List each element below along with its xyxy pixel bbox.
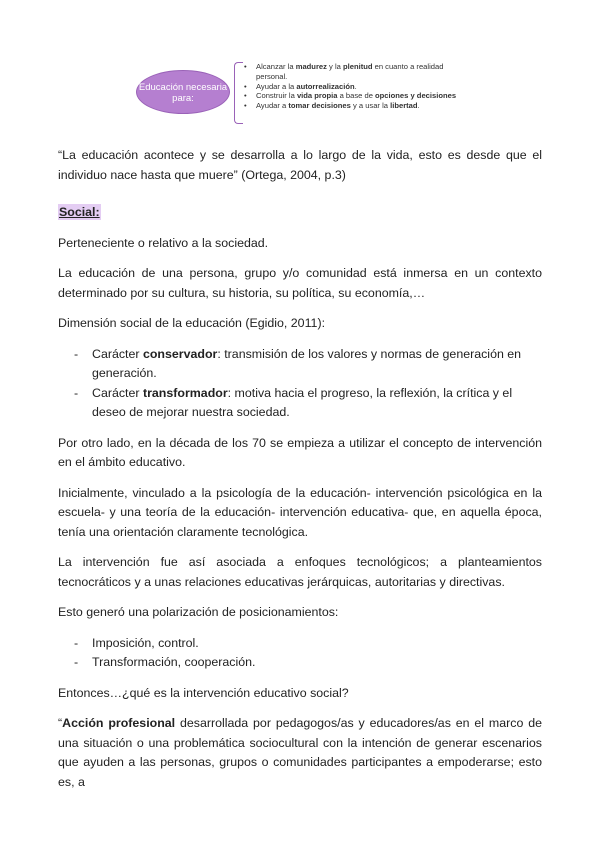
diagram-oval	[136, 70, 230, 114]
oval-label: Educación necesaria para:	[138, 81, 228, 104]
diagram-item: • Construir la vida propia a base de opciones y decisiones	[244, 91, 456, 101]
paragraph-context: La educación de una persona, grupo y/o comunidad está inmersa en un contexto determinado por su cultura, su historia, su política, su economía,…	[58, 266, 542, 300]
polarizacion-list	[58, 634, 542, 673]
paragraph-definition: Perteneciente o relativo a la sociedad.	[58, 235, 269, 250]
paragraph-inicial: Inicialmente, vinculado a la psicología de la educación- intervención psicológica en la escuela- y una teoría de la educación- intervención educativa- que, en aquella época, tenía una orientación claramente tecnológica.	[58, 485, 542, 539]
diagram-item: • Ayudar a tomar decisiones y a usar la libertad.	[244, 101, 456, 111]
paragraph-accion: “Acción profesional desarrollada por pedagogos/as y educadores/as en el marco de una situación o una problemática sociocultural con la intención de generar escenarios que ayuden a las personas, grupos o comunidades participantes a empoderarse; esto es, a	[58, 716, 542, 789]
diagram-bracket	[234, 62, 243, 124]
paragraph-dimension: Dimensión social de la educación (Egidio, 2011):	[58, 316, 326, 330]
diagram-item: • Alcanzar la madurez y la plenitud en cuanto a realidad personal.	[244, 62, 456, 82]
paragraph-decada: Por otro lado, en la década de los 70 se empieza a utilizar el concepto de intervención en el ámbito educativo.	[58, 435, 542, 469]
dimension-item: - Carácter transformador: motiva hacia el progreso, la reflexión, la crítica y el deseo de mejorar nuestra sociedad.	[58, 384, 542, 423]
education-diagram	[136, 60, 466, 126]
paragraph-intervencion: La intervención fue así asociada a enfoques tecnológicos; a planteamientos tecnocráticos y a unas relaciones educativas jerárquicas, autoritarias y directivas.	[58, 555, 542, 589]
diagram-list	[244, 62, 456, 111]
paragraph-pregunta: Entonces…¿qué es la intervención educativo social?	[58, 685, 349, 700]
quote-ortega: “La educación acontece y se desarrolla a lo largo de la vida, esto es desde que el individuo nace hasta que muere” (Ortega, 2004, p.3)	[58, 148, 542, 182]
dimension-item: - Carácter conservador: transmisión de los valores y normas de generación en generación.	[58, 345, 542, 384]
diagram-item: • Ayudar a la autorrealización.	[244, 82, 456, 92]
polarizacion-item: - Imposición, control.	[58, 634, 542, 654]
section-heading-social: Social:	[59, 205, 100, 219]
polarizacion-item: - Transformación, cooperación.	[58, 653, 542, 673]
dimension-list	[58, 345, 542, 423]
document-body	[58, 146, 542, 803]
paragraph-polarizacion: Esto generó una polarización de posicionamientos:	[58, 605, 339, 619]
